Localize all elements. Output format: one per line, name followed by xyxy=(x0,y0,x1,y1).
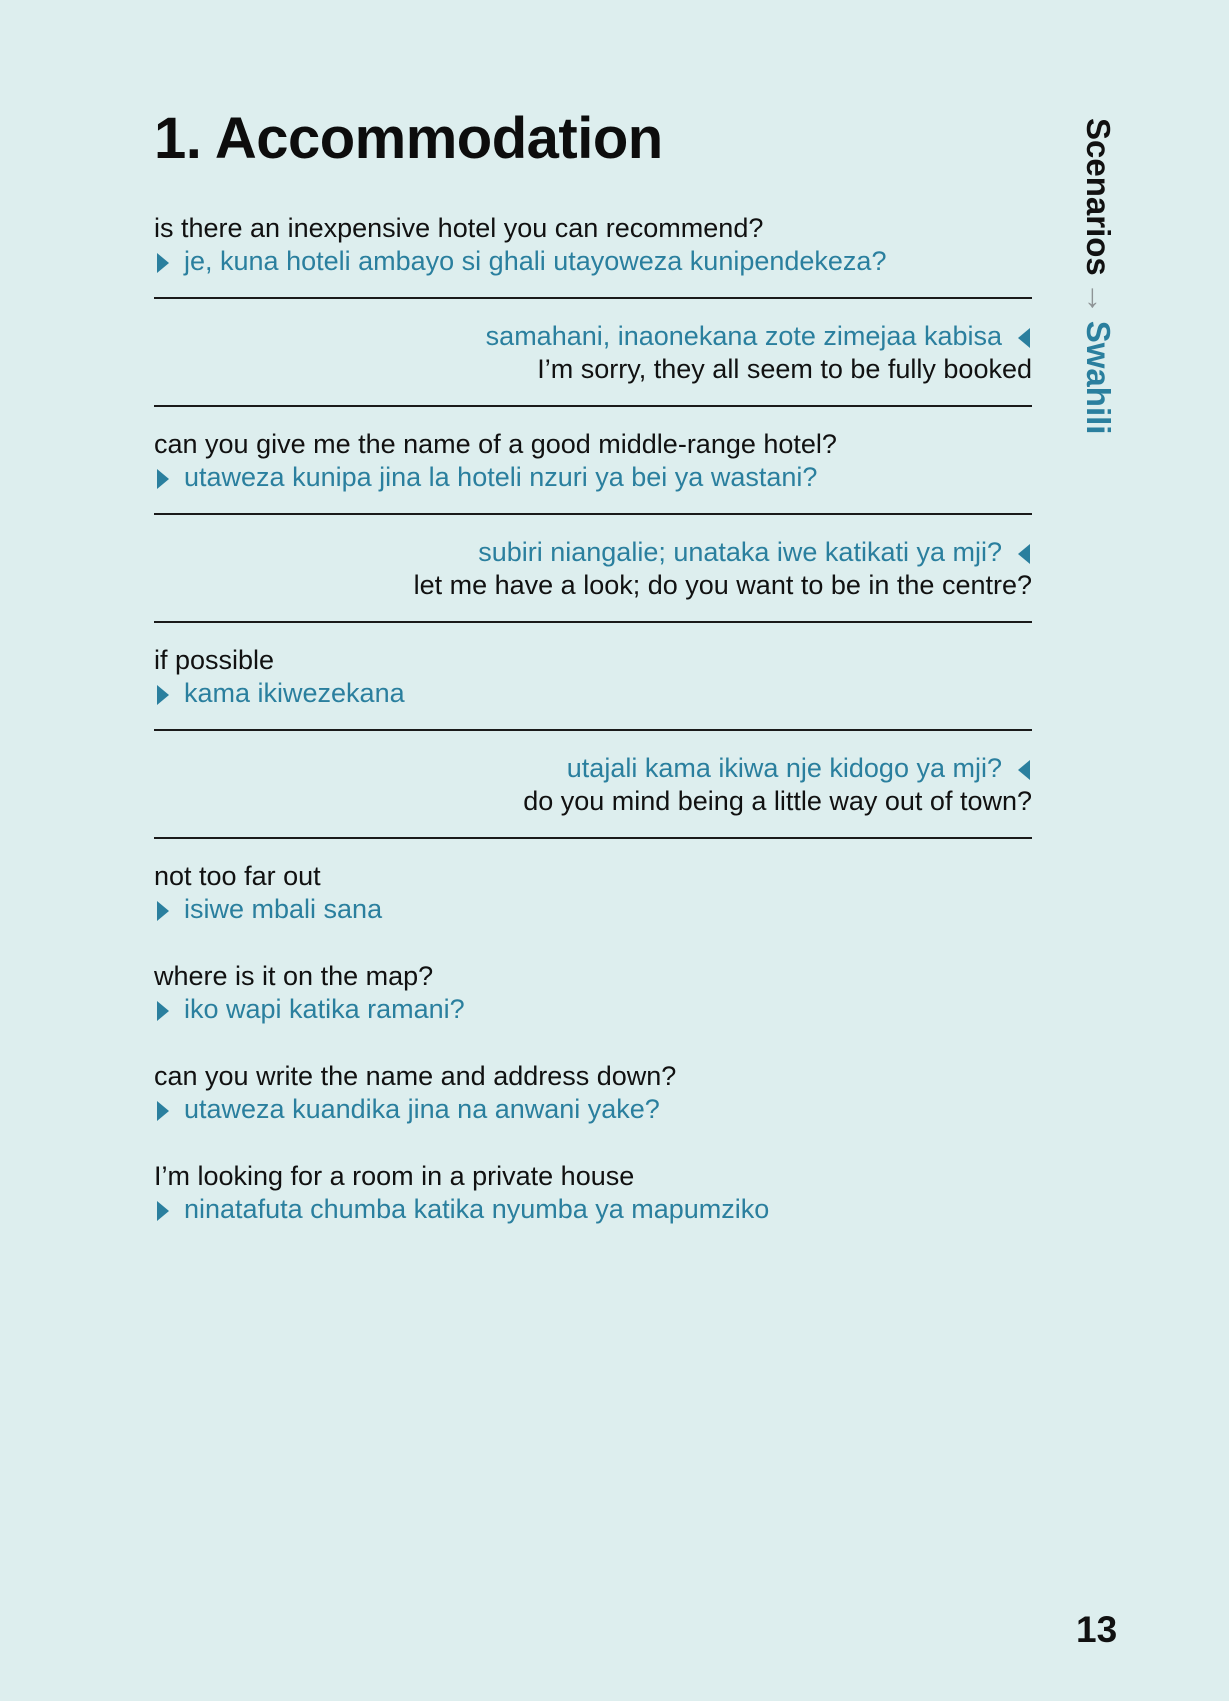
english-phrase: do you mind being a little way out of town? xyxy=(523,786,1032,816)
english-phrase: can you write the name and address down? xyxy=(154,1061,677,1091)
page xyxy=(154,0,1032,1701)
swahili-phrase xyxy=(154,536,1032,569)
swahili-text: iko wapi katika ramani? xyxy=(184,994,465,1024)
triangle-right-icon xyxy=(157,469,169,489)
page-number: 13 xyxy=(1076,1609,1118,1650)
phrase-list xyxy=(154,212,1032,1226)
swahili-text: utajali kama ikiwa nje kidogo ya mji? xyxy=(566,753,1002,783)
triangle-right-icon xyxy=(157,253,169,273)
swahili-phrase xyxy=(154,752,1032,785)
phrase-entry-7 xyxy=(154,860,1032,926)
arrow-right-icon: → xyxy=(1080,281,1117,315)
swahili-phrase xyxy=(154,320,1032,353)
swahili-phrase xyxy=(154,245,1032,278)
swahili-phrase xyxy=(154,893,1032,926)
swahili-text: samahani, inaonekana zote zimejaa kabisa xyxy=(485,321,1002,351)
spacer xyxy=(154,1126,1032,1160)
swahili-phrase xyxy=(154,993,1032,1026)
english-phrase: let me have a look; do you want to be in the centre? xyxy=(413,570,1032,600)
swahili-text: je, kuna hoteli ambayo si ghali utayoweza kunipendekeza? xyxy=(184,246,887,276)
swahili-phrase xyxy=(154,677,1032,710)
divider xyxy=(154,729,1032,731)
swahili-text: utaweza kunipa jina la hoteli nzuri ya bei ya wastani? xyxy=(184,462,818,492)
english-phrase: if possible xyxy=(154,645,275,675)
section-name: Scenarios xyxy=(1080,118,1117,276)
swahili-text: isiwe mbali sana xyxy=(184,894,383,924)
divider xyxy=(154,621,1032,623)
english-phrase: is there an inexpensive hotel you can recommend? xyxy=(154,213,764,243)
triangle-left-icon xyxy=(1018,544,1030,564)
english-phrase: where is it on the map? xyxy=(154,961,434,991)
triangle-right-icon xyxy=(157,1001,169,1021)
swahili-text: subiri niangalie; unataka iwe katikati ya mji? xyxy=(478,537,1002,567)
phrase-entry-8 xyxy=(154,960,1032,1026)
swahili-text: utaweza kuandika jina na anwani yake? xyxy=(184,1094,660,1124)
divider xyxy=(154,405,1032,407)
phrase-entry-6 xyxy=(154,752,1032,818)
side-label-text xyxy=(1078,118,1118,434)
divider xyxy=(154,297,1032,299)
triangle-right-icon xyxy=(157,901,169,921)
divider xyxy=(154,513,1032,515)
swahili-phrase xyxy=(154,1093,1032,1126)
english-phrase: I’m sorry, they all seem to be fully booked xyxy=(537,354,1032,384)
section-side-label xyxy=(1078,118,1118,478)
phrase-entry-2 xyxy=(154,320,1032,386)
triangle-right-icon xyxy=(157,1201,169,1221)
swahili-text: ninatafuta chumba katika nyumba ya mapumziko xyxy=(184,1194,770,1224)
triangle-right-icon xyxy=(157,1101,169,1121)
triangle-left-icon xyxy=(1018,760,1030,780)
phrase-entry-4 xyxy=(154,536,1032,602)
phrase-entry-5 xyxy=(154,644,1032,710)
spacer xyxy=(154,1026,1032,1060)
spacer xyxy=(154,926,1032,960)
divider xyxy=(154,837,1032,839)
swahili-phrase xyxy=(154,461,1032,494)
triangle-right-icon xyxy=(157,685,169,705)
swahili-text: kama ikiwezekana xyxy=(184,678,405,708)
swahili-phrase xyxy=(154,1193,1032,1226)
phrase-entry-3 xyxy=(154,428,1032,494)
english-phrase: I’m looking for a room in a private house xyxy=(154,1161,635,1191)
phrase-entry-9 xyxy=(154,1060,1032,1126)
triangle-left-icon xyxy=(1018,328,1030,348)
phrase-entry-1 xyxy=(154,212,1032,278)
english-phrase: can you give me the name of a good middle-range hotel? xyxy=(154,429,837,459)
english-phrase: not too far out xyxy=(154,861,321,891)
language-name: Swahili xyxy=(1080,320,1117,435)
phrase-entry-10 xyxy=(154,1160,1032,1226)
page-title: 1. Accommodation xyxy=(154,106,663,171)
